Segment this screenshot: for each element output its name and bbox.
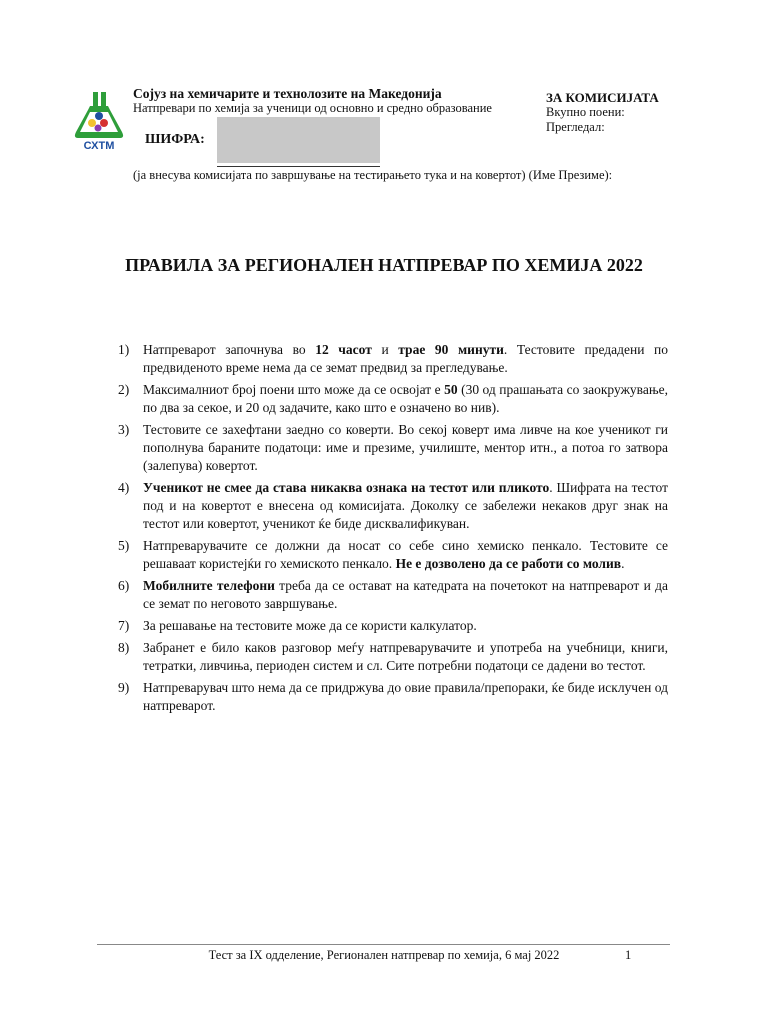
rule-text-bold: 12 часот <box>315 342 372 357</box>
rule-number: 2) <box>118 382 130 397</box>
rule-text-part: . Тестовите предадени по предвиденото време нема да се земат предвид за прегледување. <box>143 342 668 375</box>
logo-text: СХТМ <box>83 140 115 152</box>
rule-number: 5) <box>118 538 130 553</box>
rule-text <box>143 537 668 573</box>
rule-number: 8) <box>118 640 130 655</box>
rule-text-part: и <box>371 342 399 357</box>
code-note: (ја внесува комисијата по завршување на тестирањето тука и на ковертот) (Име Презиме): <box>133 168 613 182</box>
code-label: ШИФРА: <box>145 132 205 147</box>
rule-text <box>143 479 668 533</box>
rule-number: 4) <box>118 480 130 495</box>
rule-text-part: Максималниот број поени што може да се освојат е <box>143 382 445 397</box>
code-field[interactable] <box>217 117 380 163</box>
rule-item <box>118 577 668 613</box>
rule-text-part: Натпреварот започнува во <box>143 342 316 357</box>
rule-number: 6) <box>118 578 130 593</box>
rule-item <box>118 421 668 475</box>
rule-item <box>118 537 668 573</box>
rule-text-part: Натпреварувач што нема да се придржува до овие правила/препораки, ќе биде исклучен од натпреварот. <box>143 680 668 713</box>
rule-text-part: За решавање на тестовите може да се користи калкулатор. <box>143 618 477 633</box>
page-number: 1 <box>625 948 632 962</box>
rule-text-part: (30 од прашањата со заокружување, по два за секое, и 20 од задачите, како што е означено во нив). <box>143 382 668 415</box>
commission-total-points: Вкупно поени: <box>546 105 625 119</box>
rule-item <box>118 341 668 377</box>
page-title: ПРАВИЛА ЗА РЕГИОНАЛЕН НАТПРЕВАР ПО ХЕМИЈА 2022 <box>125 255 643 275</box>
rule-text-part: . <box>621 556 625 571</box>
commission-reviewed-by: Прегледал: <box>546 120 605 134</box>
rule-text <box>143 639 668 675</box>
rules-list <box>118 341 668 719</box>
rule-item <box>118 617 668 635</box>
rule-text <box>143 421 668 475</box>
rule-text <box>143 577 668 613</box>
rule-text-part: Натпреварувачите се должни да носат со себе сино хемиско пенкало. Тестовите се решаваат користејќи го хемиското пенкало. <box>143 538 668 571</box>
footer-text: Тест за IX одделение, Регионален натпревар по хемија, 6 мај 2022 <box>208 948 560 962</box>
flask-logo-icon <box>70 92 128 152</box>
rule-text-part: треба да се остават на катедрата на почетокот на натпреварот и да се земат по неговото завршување. <box>143 578 668 611</box>
rule-number: 1) <box>118 342 130 357</box>
rule-text <box>143 617 668 635</box>
rule-text-bold: Ученикот не смее да става никаква ознака на тестот или пликото <box>143 480 550 495</box>
organization-subtitle: Натпревари по хемија за ученици од основно и средно образование <box>133 101 492 115</box>
rule-text-part: . Шифрата на тестот под и на ковертот е внесена од комисијата. Доколку се забележи некаков друг знак на тестот или ковертот, ученикот ќе биде дисквалификуван. <box>143 480 668 531</box>
organization-name: Сојуз на хемичарите и технолозите на Македонија <box>133 86 442 101</box>
rule-text <box>143 381 668 417</box>
rule-item <box>118 639 668 675</box>
rule-text <box>143 679 668 715</box>
rule-number: 9) <box>118 680 130 695</box>
rule-text-bold: Мобилните телефони <box>143 578 275 593</box>
rule-item <box>118 381 668 417</box>
footer-divider <box>97 944 670 945</box>
rule-item <box>118 679 668 715</box>
rule-text-part: Тестовите се захефтани заедно со коверти. Во секој коверт има ливче на кое ученикот ги пополнува бараните податоци: име и презиме, училиште, ментор итн., а потоа го затвора (залепува) ковертот. <box>143 422 668 473</box>
rule-text-bold: 50 <box>444 382 458 397</box>
rule-text-bold: Не е дозволено да се работи со молив <box>395 556 622 571</box>
commission-title: ЗА КОМИСИЈАТА <box>546 90 659 105</box>
rule-number: 7) <box>118 618 130 633</box>
organization-logo <box>70 92 128 152</box>
rule-text-bold: трае 90 минути <box>398 342 504 357</box>
rule-item <box>118 479 668 533</box>
rule-text <box>143 341 668 377</box>
rule-text-part: Забранет е било каков разговор меѓу натпреварувачите и употреба на учебници, книги, тетратки, ливчиња, периоден систем и сл. Сите потребни податоци се дадени во тестот. <box>143 640 668 673</box>
code-underline <box>217 166 380 167</box>
rule-number: 3) <box>118 422 130 437</box>
